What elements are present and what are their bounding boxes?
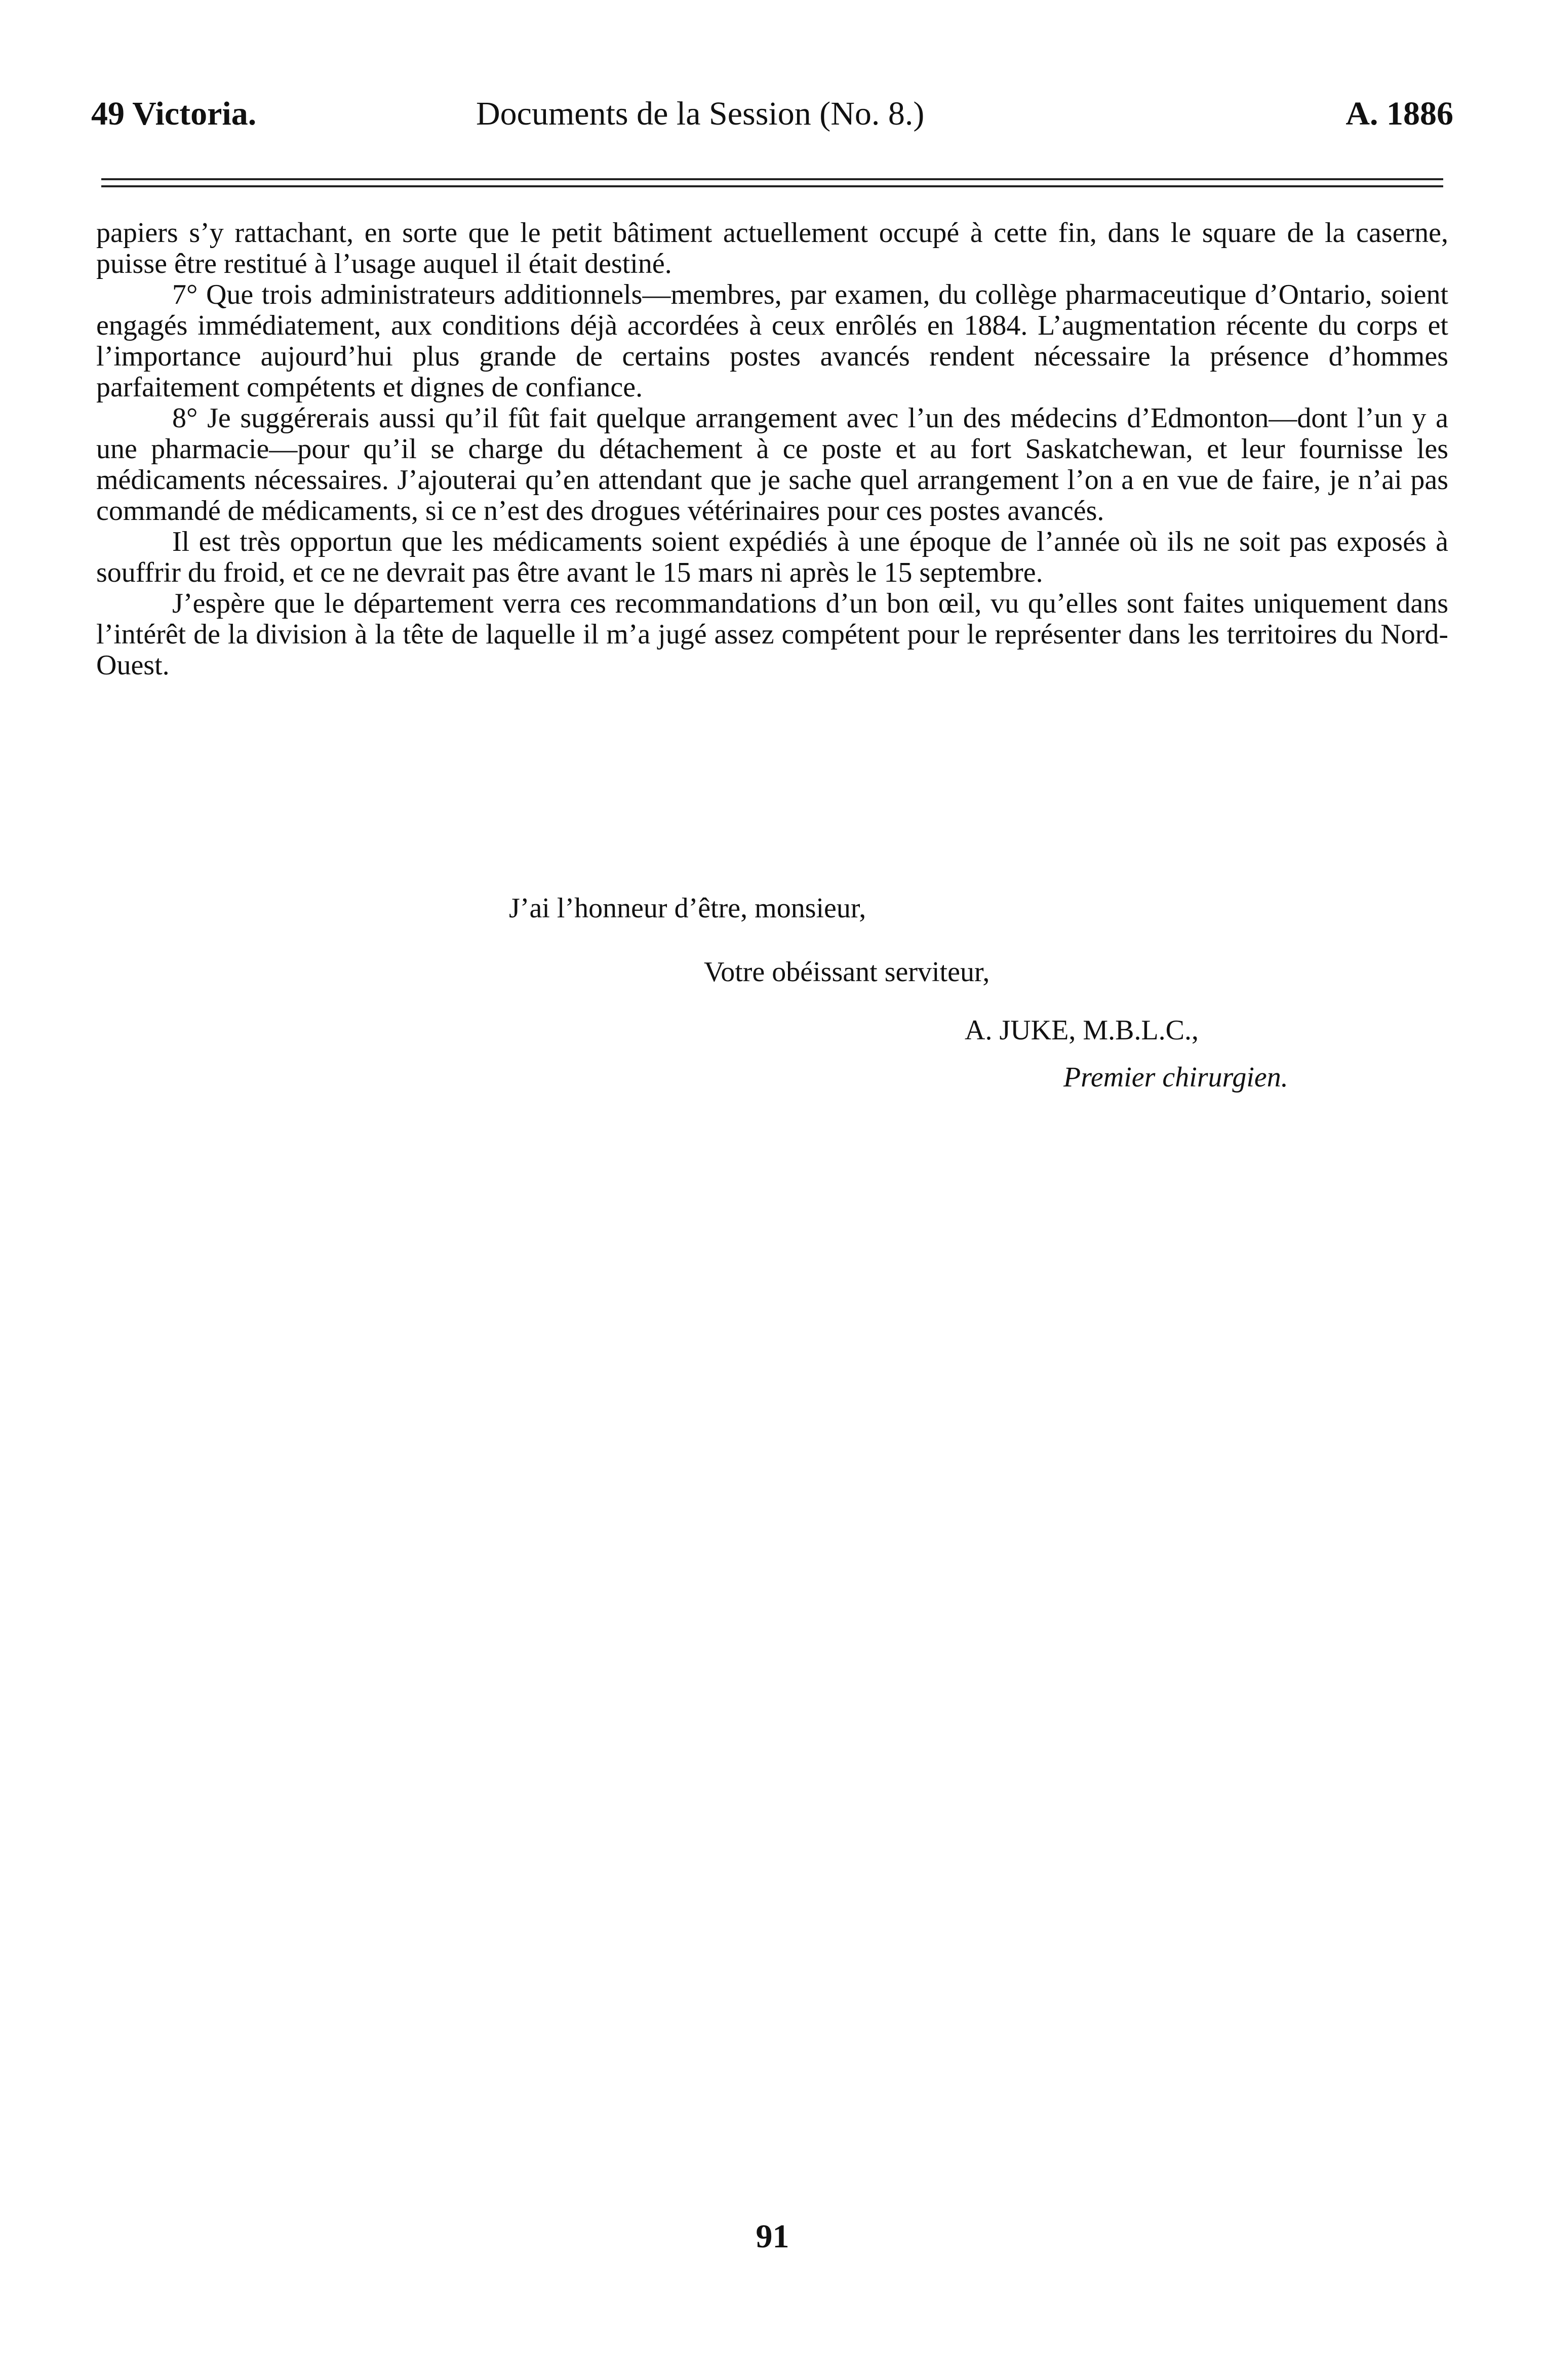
- header-regnal-year: 49 Victoria.: [91, 95, 257, 132]
- paragraph-recommendation-8: 8° Je suggérerais aussi qu’il fût fait quelque arrangement avec l’un des médecins d’Edmonton—dont l’un y a une pharmacie—pour qu’il se charge du détachement à ce poste et au fort Saskatchewan, et leur fournisse les médicaments nécessaires. J’ajouterai qu’en attendant que je sache quel arrangement l’on a en vue de faire, je n’ai pas commandé de médicaments, si ce n’est des drogues vétérinaires pour ces postes avancés.: [96, 402, 1448, 527]
- header-rule-bottom: [101, 185, 1443, 187]
- paragraph-recommendation-7: 7° Que trois administrateurs additionnels—membres, par examen, du collège pharmaceutique d’Ontario, soient engagés immédiatement, aux conditions déjà accordées à ceux enrôlés en 1884. L’augmentation récente du corps et l’importance aujourd’hui plus grande de certains postes avancés rendent nécessaire la présence d’hommes parfaitement compétents et dignes de confiance.: [96, 279, 1448, 403]
- header-title: Documents de la Session (No. 8.): [476, 95, 925, 132]
- running-header: [91, 91, 1453, 137]
- signature-name: A. JUKE, M.B.L.C.,: [965, 1015, 1199, 1046]
- signer-title: Premier chirurgien.: [1063, 1062, 1288, 1093]
- paragraph-conclusion: J’espère que le département verra ces recommandations d’un bon œil, vu qu’elles sont faites uniquement dans l’intérêt de la division à la tête de laquelle il m’a jugé assez compétent pour le représenter dans les territoires du Nord-Ouest.: [96, 588, 1448, 681]
- letter-body: [96, 218, 1448, 681]
- paragraph-shipping-timing: Il est très opportun que les médicaments soient expédiés à une époque de l’année où ils ne soit pas exposés à souffrir du froid, et ce ne devrait pas être avant le 15 mars ni après le 15 septembre.: [96, 526, 1448, 588]
- paragraph-continuation: papiers s’y rattachant, en sorte que le petit bâtiment actuellement occupé à cette fin, dans le square de la caserne, puisse être restitué à l’usage auquel il était destiné.: [96, 217, 1448, 279]
- page-number: 91: [756, 2218, 789, 2255]
- closing-valediction: Votre obéissant serviteur,: [704, 956, 990, 988]
- header-rule-top: [101, 178, 1443, 180]
- closing-salutation: J’ai l’honneur d’être, monsieur,: [509, 893, 866, 924]
- header-year: A. 1886: [1345, 95, 1453, 132]
